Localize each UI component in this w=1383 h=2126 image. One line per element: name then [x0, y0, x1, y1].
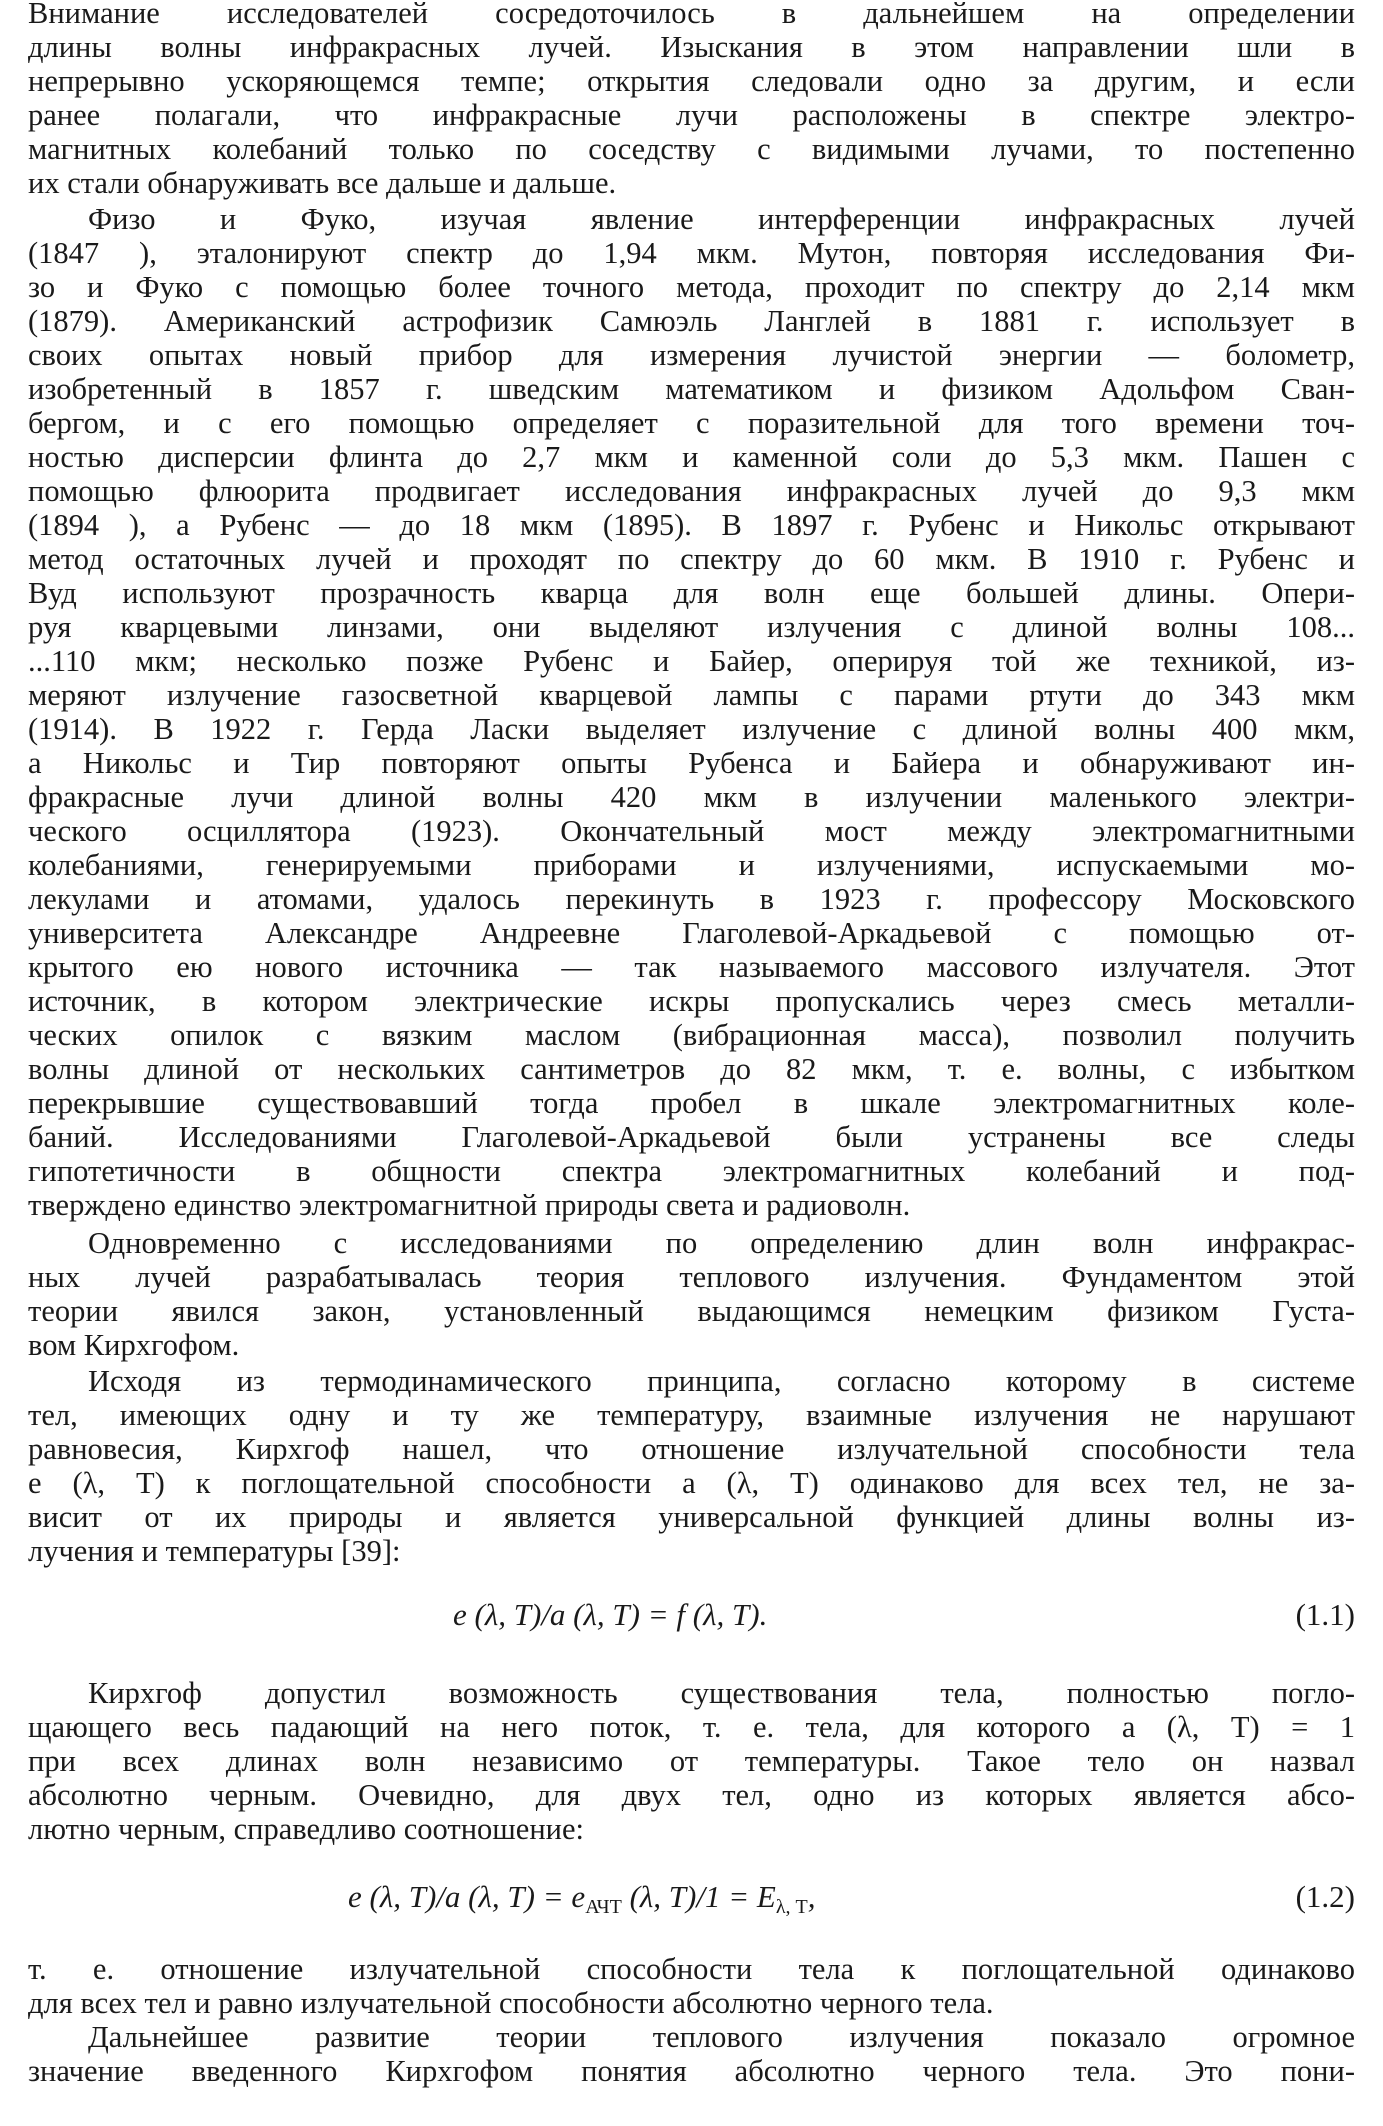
text-line: ранее полагали, что инфракрасные лучи расположены в спектре электро- — [28, 98, 1355, 132]
text-line: Одновременно с исследованиями по определению длин волн инфракрас- — [88, 1226, 1355, 1260]
text-line: меряют излучение газосветной кварцевой лампы с парами ртути до 343 мкм — [28, 678, 1355, 712]
text-line: помощью флюорита продвигает исследования инфракрасных лучей до 9,3 мкм — [28, 474, 1355, 508]
text-line: баний. Исследованиями Глаголевой-Аркадьевой были устранены все следы — [28, 1120, 1355, 1154]
text-line: ных лучей разрабатывалась теория теплового излучения. Фундаментом этой — [28, 1260, 1355, 1294]
equation-formula: e (λ, T)/a (λ, T) = f (λ, T). — [453, 1597, 768, 1632]
text-line: зо и Фуко с помощью более точного метода, проходит по спектру до 2,14 мкм — [28, 270, 1355, 304]
text-line: (1847 ), эталонируют спектр до 1,94 мкм. Мутон, повторяя исследования Фи- — [28, 236, 1355, 270]
equation-number: (1.2) — [1295, 1879, 1355, 1914]
text-line: абсолютно черным. Очевидно, для двух тел, одно из которых является абсо- — [28, 1778, 1355, 1812]
equation-subscript: АЧТ — [585, 1896, 622, 1918]
text-line: ностью дисперсии флинта до 2,7 мкм и каменной соли до 5,3 мкм. Пашен с — [28, 440, 1355, 474]
text-line: изобретенный в 1857 г. шведским математиком и физиком Адольфом Сван- — [28, 372, 1355, 406]
text-line: руя кварцевыми линзами, они выделяют излучения с длиной волны 108... — [28, 610, 1355, 644]
text-line: лекулами и атомами, удалось перекинуть в 1923 г. профессору Московского — [28, 882, 1355, 916]
text-line: висит от их природы и является универсальной функцией длины волны из- — [28, 1500, 1355, 1534]
text-line: лютно черным, справедливо соотношение: — [28, 1812, 584, 1846]
text-line: (1879). Американский астрофизик Самюэль Ланглей в 1881 г. использует в — [28, 304, 1355, 338]
text-line: т. е. отношение излучательной способности тела к поглощательной одинаково — [28, 1952, 1355, 1986]
equation-1-2 — [28, 1880, 1355, 1920]
text-line: перекрывшие существовавший тогда пробел в шкале электромагнитных коле- — [28, 1086, 1355, 1120]
text-line: (1914). В 1922 г. Герда Ласки выделяет излучение с длиной волны 400 мкм, — [28, 712, 1355, 746]
equation-1-1 — [28, 1598, 1355, 1638]
text-line: метод остаточных лучей и проходят по спектру до 60 мкм. В 1910 г. Рубенс и — [28, 542, 1355, 576]
text-line: колебаниями, генерируемыми приборами и излучениями, испускаемыми мо- — [28, 848, 1355, 882]
text-line: вом Кирхгофом. — [28, 1328, 240, 1362]
text-line: ...110 мкм; несколько позже Рубенс и Байер, оперируя той же техникой, из- — [28, 644, 1355, 678]
text-line: университета Александре Андреевне Глаголевой-Аркадьевой с помощью от- — [28, 916, 1355, 950]
text-line: Вуд используют прозрачность кварца для волн еще большей длины. Опери- — [28, 576, 1355, 610]
text-line: ческих опилок с вязким маслом (вибрационная масса), позволил получить — [28, 1018, 1355, 1052]
text-line: Внимание исследователей сосредоточилось в дальнейшем на определении — [28, 0, 1355, 30]
text-line: Физо и Фуко, изучая явление интерференции инфракрасных лучей — [88, 202, 1355, 236]
text-line: равновесия, Кирхгоф нашел, что отношение излучательной способности тела — [28, 1432, 1355, 1466]
equation-subscript: λ, T — [775, 1896, 808, 1918]
text-line: своих опытах новый прибор для измерения лучистой энергии — болометр, — [28, 338, 1355, 372]
text-line: фракрасные лучи длиной волны 420 мкм в излучении маленького электри- — [28, 780, 1355, 814]
text-line: лучения и температуры [39]: — [28, 1534, 401, 1568]
equation-part: (λ, T)/1 = E — [621, 1879, 776, 1914]
text-line: а Никольс и Тир повторяют опыты Рубенса и Байера и обнаруживают ин- — [28, 746, 1355, 780]
text-line: волны длиной от нескольких сантиметров до 82 мкм, т. е. волны, с избытком — [28, 1052, 1355, 1086]
text-line: источник, в котором электрические искры пропускались через смесь металли- — [28, 984, 1355, 1018]
text-line: для всех тел и равно излучательной способности абсолютно черного тела. — [28, 1986, 994, 2020]
text-line: тел, имеющих одну и ту же температуру, взаимные излучения не нарушают — [28, 1398, 1355, 1432]
text-line: при всех длинах волн независимо от температуры. Такое тело он назвал — [28, 1744, 1355, 1778]
text-line: тверждено единство электромагнитной природы света и радиоволн. — [28, 1188, 911, 1222]
text-line: их стали обнаруживать все дальше и дальше. — [28, 166, 617, 200]
text-line: щающего весь падающий на него поток, т. е. тела, для которого a (λ, T) = 1 — [28, 1710, 1355, 1744]
text-line: бергом, и с его помощью определяет с поразительной для того времени точ- — [28, 406, 1355, 440]
text-line: теории явился закон, установленный выдающимся немецким физиком Густа- — [28, 1294, 1355, 1328]
equation-part: , — [807, 1879, 816, 1914]
equation-number: (1.1) — [1295, 1597, 1355, 1632]
text-line: (1894 ), а Рубенс — до 18 мкм (1895). В 1897 г. Рубенс и Никольс открывают — [28, 508, 1355, 542]
text-line: Исходя из термодинамического принципа, согласно которому в системе — [88, 1364, 1355, 1398]
text-line: гипотетичности в общности спектра электромагнитных колебаний и под- — [28, 1154, 1355, 1188]
text-line: ческого осциллятора (1923). Окончательный мост между электромагнитными — [28, 814, 1355, 848]
text-line: Кирхгоф допустил возможность существования тела, полностью погло- — [88, 1676, 1355, 1710]
text-line: e (λ, T) к поглощательной способности a (λ, T) одинаково для всех тел, не за- — [28, 1466, 1355, 1500]
text-line: непрерывно ускоряющемся темпе; открытия следовали одно за другим, и если — [28, 64, 1355, 98]
text-line: длины волны инфракрасных лучей. Изыскания в этом направлении шли в — [28, 30, 1355, 64]
equation-formula — [348, 1880, 816, 1924]
text-line: значение введенного Кирхгофом понятия абсолютно черного тела. Это пони- — [28, 2054, 1355, 2088]
equation-part: e (λ, T)/a (λ, T) = e — [348, 1879, 586, 1914]
text-line: магнитных колебаний только по соседству с видимыми лучами, то постепенно — [28, 132, 1355, 166]
text-line: Дальнейшее развитие теории теплового излучения показало огромное — [88, 2020, 1355, 2054]
text-line: крытого ею нового источника — так называемого массового излучателя. Этот — [28, 950, 1355, 984]
